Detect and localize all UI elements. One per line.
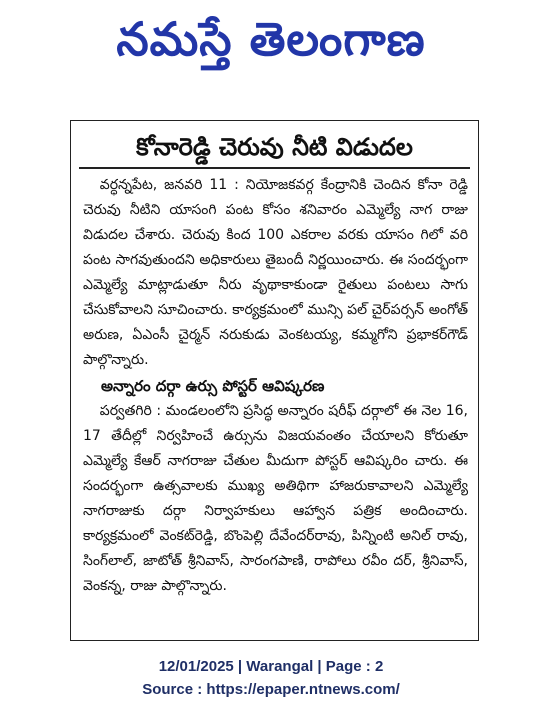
article-subheading: అన్నారం దర్గా ఉర్సు పోస్టర్ ఆవిష్కరణ [101,377,325,395]
paragraph-2-text: పర్వతగిరి : మండలంలోని ప్రసిద్ధ అన్నారం షరీఫ్ దర్గాలో ఈ నెల 16, 17 తేదీల్లో నిర్వహించే ఉర్సును విజయవంతం చేయాలని కోరుతూ ఎమ్మెల్యే కేఆర్ నాగరాజు చేతుల మీదుగా పోస్టర్ ఆవిష్కరిం చారు. ఈ సందర్భంగా ఉత్సవాలకు ముఖ్య అతిథిగా హాజరుకావాలని ఎమ్మెల్యే నాగరాజుకు దర్గా నిర్వాహకులు ఆహ్వాన పత్రిక అందించారు. కార్యక్రమంలో వెంకట్‌రెడ్డి, బొంపెల్లి దేవేందర్‌రావు, పిన్నింటి అనిల్ రావు, సింగ్‌లాల్, జాటోత్ శ్రీనివాస్, సారంగపాణి, రాపోలు రవీం దర్, శ్రీనివాస్, వెంకన్న, రాజు పాల్గొన్నారు. [83,403,468,594]
article-paragraph-2 [71,399,478,599]
article-clipping [70,120,479,641]
edition-info: 12/01/2025 | Warangal | Page : 2 [158,658,384,675]
newspaper-masthead: నమస్తే తెలంగాణ [116,12,426,66]
headline-divider [79,167,470,169]
paragraph-1-text: వర్ధన్నపేట, జనవరి 11 : నియోజకవర్గ కేంద్రానికి చెందిన కోనా రెడ్డి చెరువు నీటిని యాసంగి పంట కోసం శనివారం ఎమ్మెల్యే నాగ రాజు విడుదల చేశారు. చెరువు కింద 100 ఎకరాల వరకు యాసం గిలో వరి పంట సాగవుతుందని అధికారులు తైబందీ నిర్ణయించారు. ఈ సందర్భంగా ఎమ్మెల్యే మాట్లాడుతూ నీరు వృథాకాకుండా రైతులు పంటలు సాగు చేసుకోవాలని సూచించారు. కార్యక్రమంలో మున్సి పల్ చైర్‌పర్సన్ అంగోత్ అరుణ, ఏఎంసీ చైర్మన్ నరుకుడు వెంకటయ్య, కమ్మగోని ప్రభాకర్‌గౌడ్ పాల్గొన్నారు. [83,177,468,368]
source-link[interactable]: Source : https://epaper.ntnews.com/ [142,681,400,698]
article-headline: కోనారెడ్డి చెరువు నీటి విడుదల [136,133,413,161]
article-paragraph-1 [71,173,478,373]
